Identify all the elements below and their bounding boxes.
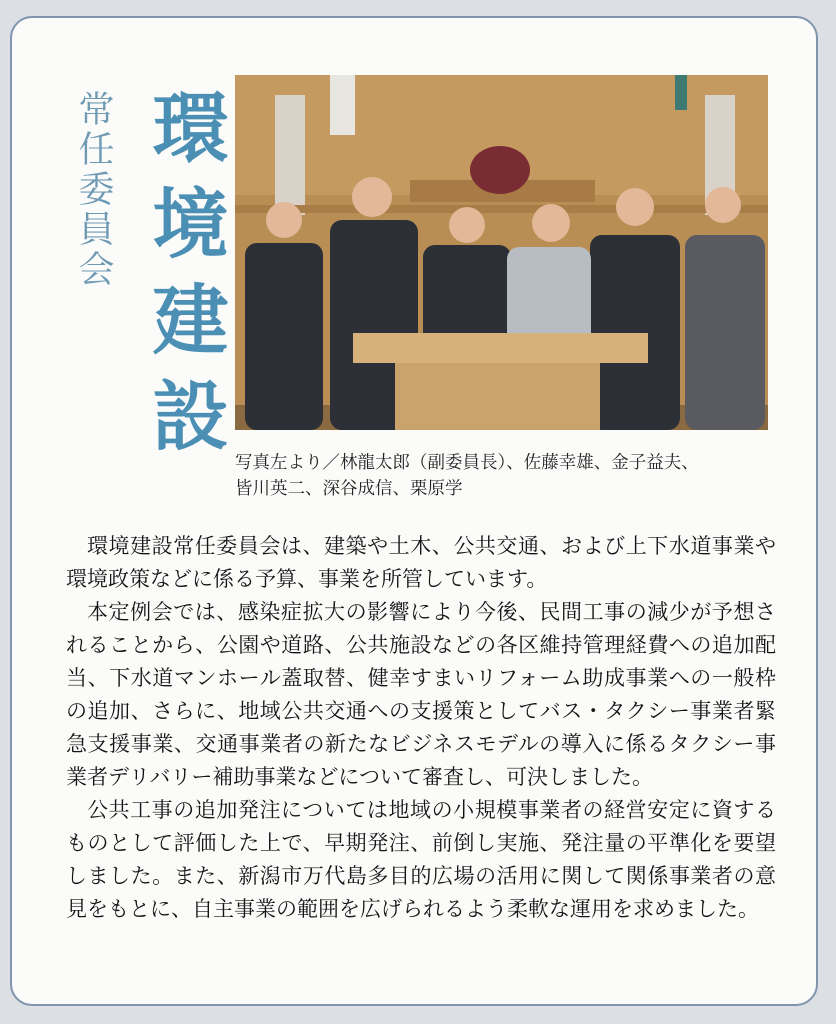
- caption-line: 皆川英二、深谷成信、栗原学: [235, 479, 463, 499]
- group-photo: [235, 75, 768, 430]
- group-photo-illustration: [235, 75, 768, 430]
- page-title: 環境建設: [140, 88, 229, 472]
- body-paragraph: 環境建設常任委員会は、建築や土木、公共交通、および上下水道事業や環境政策などに係る予算、事業を所管しています。: [66, 534, 776, 591]
- photo-caption: [235, 450, 775, 502]
- body-paragraph: 本定例会では、感染症拡大の影響により今後、民間工事の減少が予想されることから、公園や道路、公共施設などの各区維持管理経費への追加配当、下水道マンホール蓋取替、健幸すまいリフォーム助成事業への一般枠の追加、さらに、地域公共交通への支援策としてバス・タクシー事業者緊急支援事業、交通事業者の新たなビジネスモデルの導入に係るタクシー事業者デリバリー補助事業などについて審査し、可決しました。: [66, 600, 776, 789]
- caption-line: 写真左より／林龍太郎（副委員長）、佐藤幸雄、金子益夫、: [235, 453, 699, 473]
- committee-type-label: 常任委員会: [73, 90, 114, 290]
- body-paragraph: 公共工事の追加発注については地域の小規模事業者の経営安定に資するものとして評価した上で、早期発注、前倒し実施、発注量の平準化を要望しました。また、新潟市万代島多目的広場の活用に関して関係事業者の意見をもとに、自主事業の範囲を広げられるよう柔軟な運用を求めました。: [66, 798, 776, 921]
- article-body: [66, 530, 776, 926]
